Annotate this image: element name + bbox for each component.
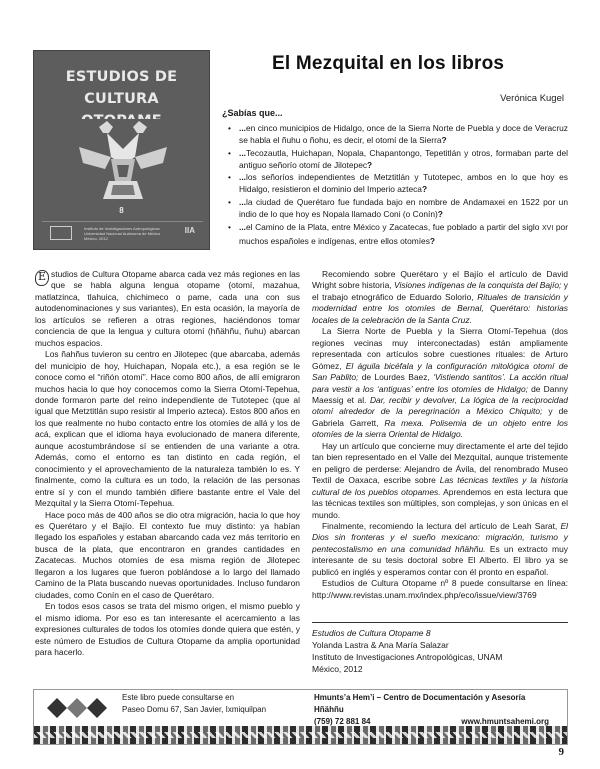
footer-phone: (759) 72 881 84 bbox=[314, 717, 371, 726]
paragraph bbox=[35, 269, 300, 349]
article-author: Verónica Kugel bbox=[500, 93, 564, 104]
text: de Lourdes Baez, bbox=[358, 372, 434, 383]
drop-cap: E bbox=[35, 270, 49, 286]
article-title: El Mezquital en los libros bbox=[272, 53, 505, 74]
lead-ellipsis: ... bbox=[239, 123, 246, 133]
article-ref: ‘Vistiendo santitos’. La acción ritual para vestir a los ‘antiguas’ entre los otomíes de Hidalgo; bbox=[312, 372, 569, 394]
cover-credit: Instituto de Investigaciones Antropológicas Universidad Nacional Autónoma de México México, 2012 bbox=[84, 226, 161, 241]
iia-logo-icon: IIA bbox=[184, 226, 195, 235]
lead-ellipsis: ... bbox=[239, 172, 246, 183]
text: Aprendemos en esta lectura que las técnicas textiles son múltiples, son complejas, y son únicas en el mundo. bbox=[312, 486, 568, 520]
text: Finalmente, recomiendo la lectura del artículo de Leah Sarat, bbox=[322, 520, 561, 531]
paragraph bbox=[312, 269, 568, 326]
item-text: la ciudad de Querétaro fue fundada bajo en nombre de Andamaxei en 1522 por un indio de lo que hoy es Nopala llamado Coni (o Conín) bbox=[239, 197, 568, 220]
body-column-right bbox=[312, 269, 568, 601]
book-cover bbox=[33, 50, 210, 250]
double-headed-eagle-icon bbox=[69, 119, 177, 204]
reference-authors: Yolanda Lastra & Ana María Salazar bbox=[312, 640, 449, 650]
list-item bbox=[228, 196, 568, 220]
reference-place-year: México, 2012 bbox=[312, 664, 363, 674]
item-text: Tecozautla, Huichapan, Nopala, Chapantongo, Tepetitlán y otros, formaban parte del antiguo señorío otomí de Jilotepec bbox=[239, 147, 568, 170]
paragraph: En todos esos casos se trata del mismo origen, el mismo pueblo y el mismo idioma. Por eso es tan interesante el acercamiento a las expresiones culturales de todos los otomíes donde quiera que estén, y este número de Estudios de Cultura Otopame da amplia oportunidad para hacerlo. bbox=[35, 601, 300, 657]
footer-website-link[interactable]: www.hmuntsahemi.org bbox=[461, 717, 549, 726]
article-ref: Rituales de transición y modernidad entre los otomíes de Bernal, Querétaro: historias locales de la celebración de la Santa Cruz. bbox=[312, 291, 568, 325]
reference-title: Estudios de Cultura Otopame 8 bbox=[312, 628, 431, 638]
textile-pattern-icon bbox=[42, 694, 112, 722]
item-text: en cinco municipios de Hidalgo, once de la Sierra Norte de Puebla y doce de Veracruz se habla el ñuhu o ñohu, es decir, el otomí de la Sierra bbox=[239, 123, 568, 146]
text: Es un extracto muy interesante de su tesis doctoral sobre El Alberto. El libro ya se publicó en inglés y esperamos contar con él pronto en español. bbox=[312, 543, 568, 577]
text: Recomiendo sobre Querétaro y el Bajío el artículo de David Wright sobre historia, bbox=[312, 269, 568, 291]
text: de Danny Maessig et al. bbox=[312, 383, 568, 405]
question-mark: ? bbox=[421, 184, 428, 195]
cover-publisher-band bbox=[42, 221, 203, 243]
text: y de Gabriela Garrett, bbox=[312, 406, 568, 428]
article-ref: Visiones indígenas de la conquista del Bajío; bbox=[393, 280, 562, 291]
list-item bbox=[228, 122, 568, 146]
cover-issue-number: 8 bbox=[119, 206, 124, 215]
unam-logo-icon bbox=[50, 226, 72, 240]
lead-ellipsis: ... bbox=[239, 197, 246, 208]
paragraph bbox=[312, 326, 568, 441]
article-ref: El águila bicéfala y la configuración mitológica otomí de San Pablito; bbox=[312, 360, 568, 383]
woven-border-overlay bbox=[34, 732, 567, 738]
text: Hay un artículo que concierne muy directamente el arte del tejido tan bien representado en el Valle del Mezquital, aunque tristemente en peligro de perderse: Alejandro de Ávila, del renombrado Museo Textil de Oaxaca, escribe sobre bbox=[312, 440, 568, 486]
paragraph-online-link: Estudios de Cultura Otopame nº 8 puede consultarse en línea: http://www.revistas.unam.mx/index.php/eco/issue/view/3769 bbox=[312, 578, 568, 600]
question-mark: ? bbox=[367, 159, 373, 170]
article-ref: Dar, recibir y devolver, La lógica de la reciprocidad otomí alrededor de la peregrinación a México Chiquito; bbox=[312, 394, 568, 417]
paragraph bbox=[312, 521, 568, 578]
item-text: el Camino de la Plata, entre México y Zacatecas, fue poblado a partir del siglo bbox=[245, 221, 542, 232]
bibliographic-reference bbox=[312, 622, 568, 675]
list-item bbox=[228, 221, 568, 247]
article-ref: Ra mexa. Polisemia de un objeto entre los otomíes de la sierra Oriental de Hidalgo. bbox=[312, 417, 568, 440]
article-ref: El Dios sin fronteras y el sueño mexicano: migración, turismo y pentecostalismo en una comunidad hñähñu. bbox=[312, 520, 568, 554]
cover-title-line1: ESTUDIOS DE CULTURA bbox=[65, 69, 178, 107]
reference-institution: Instituto de Investigaciones Antropológicas, UNAM bbox=[312, 652, 503, 662]
body-column-left bbox=[35, 269, 300, 658]
text: y el trabajo etnográfico de Eduardo Solorio, bbox=[312, 280, 568, 302]
question-mark: ? bbox=[441, 135, 447, 146]
paragraph-text: studios de Cultura Otopame abarca cada vez más regiones en las que se habla alguna lengua otopame (otomí, mazahua, matlatzinca, tlahuica, chichimeco o pame, cada una con sus autodenominaciones y sus variantes), En esta ocasión, la mayoría de los artículos se refieren a otras regiones, haciéndonos tomar conciencia de que la lengua y cultura otomí (hñähñu, ñuhu) abarcan muchos espacios. bbox=[35, 269, 300, 348]
paragraph: Los ñahñus tuvieron su centro en Jilotepec (que abarcaba, además del municipio de hoy, Huichapan, Nopala etc.), a esa región se le conoce como el “riñón otomí”. Hace como 800 años, de allí emigraron muchos hacia lo que hoy conocemos como la Sierra Otomí-Tepehua, donde formaron parte del reino independiente de Tutotepec (que al igual que Metztitlán supo resistir al Imperio azteca). Estos 800 años en los que realmente no hubo contacto entre los otomíes de allá y los de acá, explican que el idioma haya evolucionado de manera diferente, aunque acostumbrándose sí se entienden de una variante a otra. Además, como el entorno es tan distinto en cada región, el conocimiento y el aprovechamiento de la naturaleza también lo es. Y finalmente, como la cultura es un todo, la relación de las personas entre sí y con el mundo también difiere bastante entre el Vale del Mezquital y la Sierra Otomí-Tepehua. bbox=[35, 349, 300, 509]
footer-banner bbox=[33, 689, 568, 745]
sabias-heading: ¿Sabías que... bbox=[222, 108, 283, 118]
article-ref: Las técnicas textiles y la historia cultural de los pueblos otopames. bbox=[312, 475, 568, 497]
sabias-list bbox=[228, 122, 568, 247]
paragraph: Hace poco más de 400 años se dio otra migración, hacia lo que hoy es Querétaro y el Bajío. El contexto fue muy distinto: ya habían llegado los españoles y estaban abarcando cada vez más territorio en busca de la plata, que encontraron en grandes cantidades en Zacatecas. Muchos otomíes de esa misma región de Jilotepec llegaron a los lugares que fueron poblándose a lo largo del llamado Camino de la Plata buscando nuevas oportunidades. Incluso fundaron ciudades, como Conín en el caso de Querétaro. bbox=[35, 509, 300, 600]
lead-ellipsis: ... bbox=[239, 147, 246, 158]
item-text: los señoríos independientes de Metztitlán y Tutotepec, ambos en lo que hoy es Hidalgo, resistieron el dominio del Imperio azteca bbox=[239, 172, 568, 195]
footer-location: Este libro puede consultarse en Paseo Domu 67, San Javier, Ixmiquilpan bbox=[122, 693, 267, 714]
text: La Sierra Norte de Puebla y la Sierra Otomí-Tepehua (dos regiones vecinas muy interconectadas) están ampliamente representada con artículos sobre cuestiones rituales: de Arturo Gómez, bbox=[312, 326, 568, 371]
page-number: 9 bbox=[558, 746, 564, 758]
footer-contact bbox=[314, 692, 549, 728]
list-item bbox=[228, 171, 568, 195]
century-numeral: XVI bbox=[542, 224, 554, 232]
question-mark: ? bbox=[437, 209, 443, 220]
paragraph bbox=[312, 441, 568, 521]
item-text: por muchos españoles e indígenas, entre ellos otomíes bbox=[239, 221, 569, 246]
lead-ellipsis: ... bbox=[239, 221, 246, 232]
list-item bbox=[228, 147, 568, 171]
footer-organization: Hmunts’a Hem’i – Centro de Documentación y Asesoría Hñähñu bbox=[314, 693, 526, 714]
question-mark: ? bbox=[429, 235, 436, 246]
